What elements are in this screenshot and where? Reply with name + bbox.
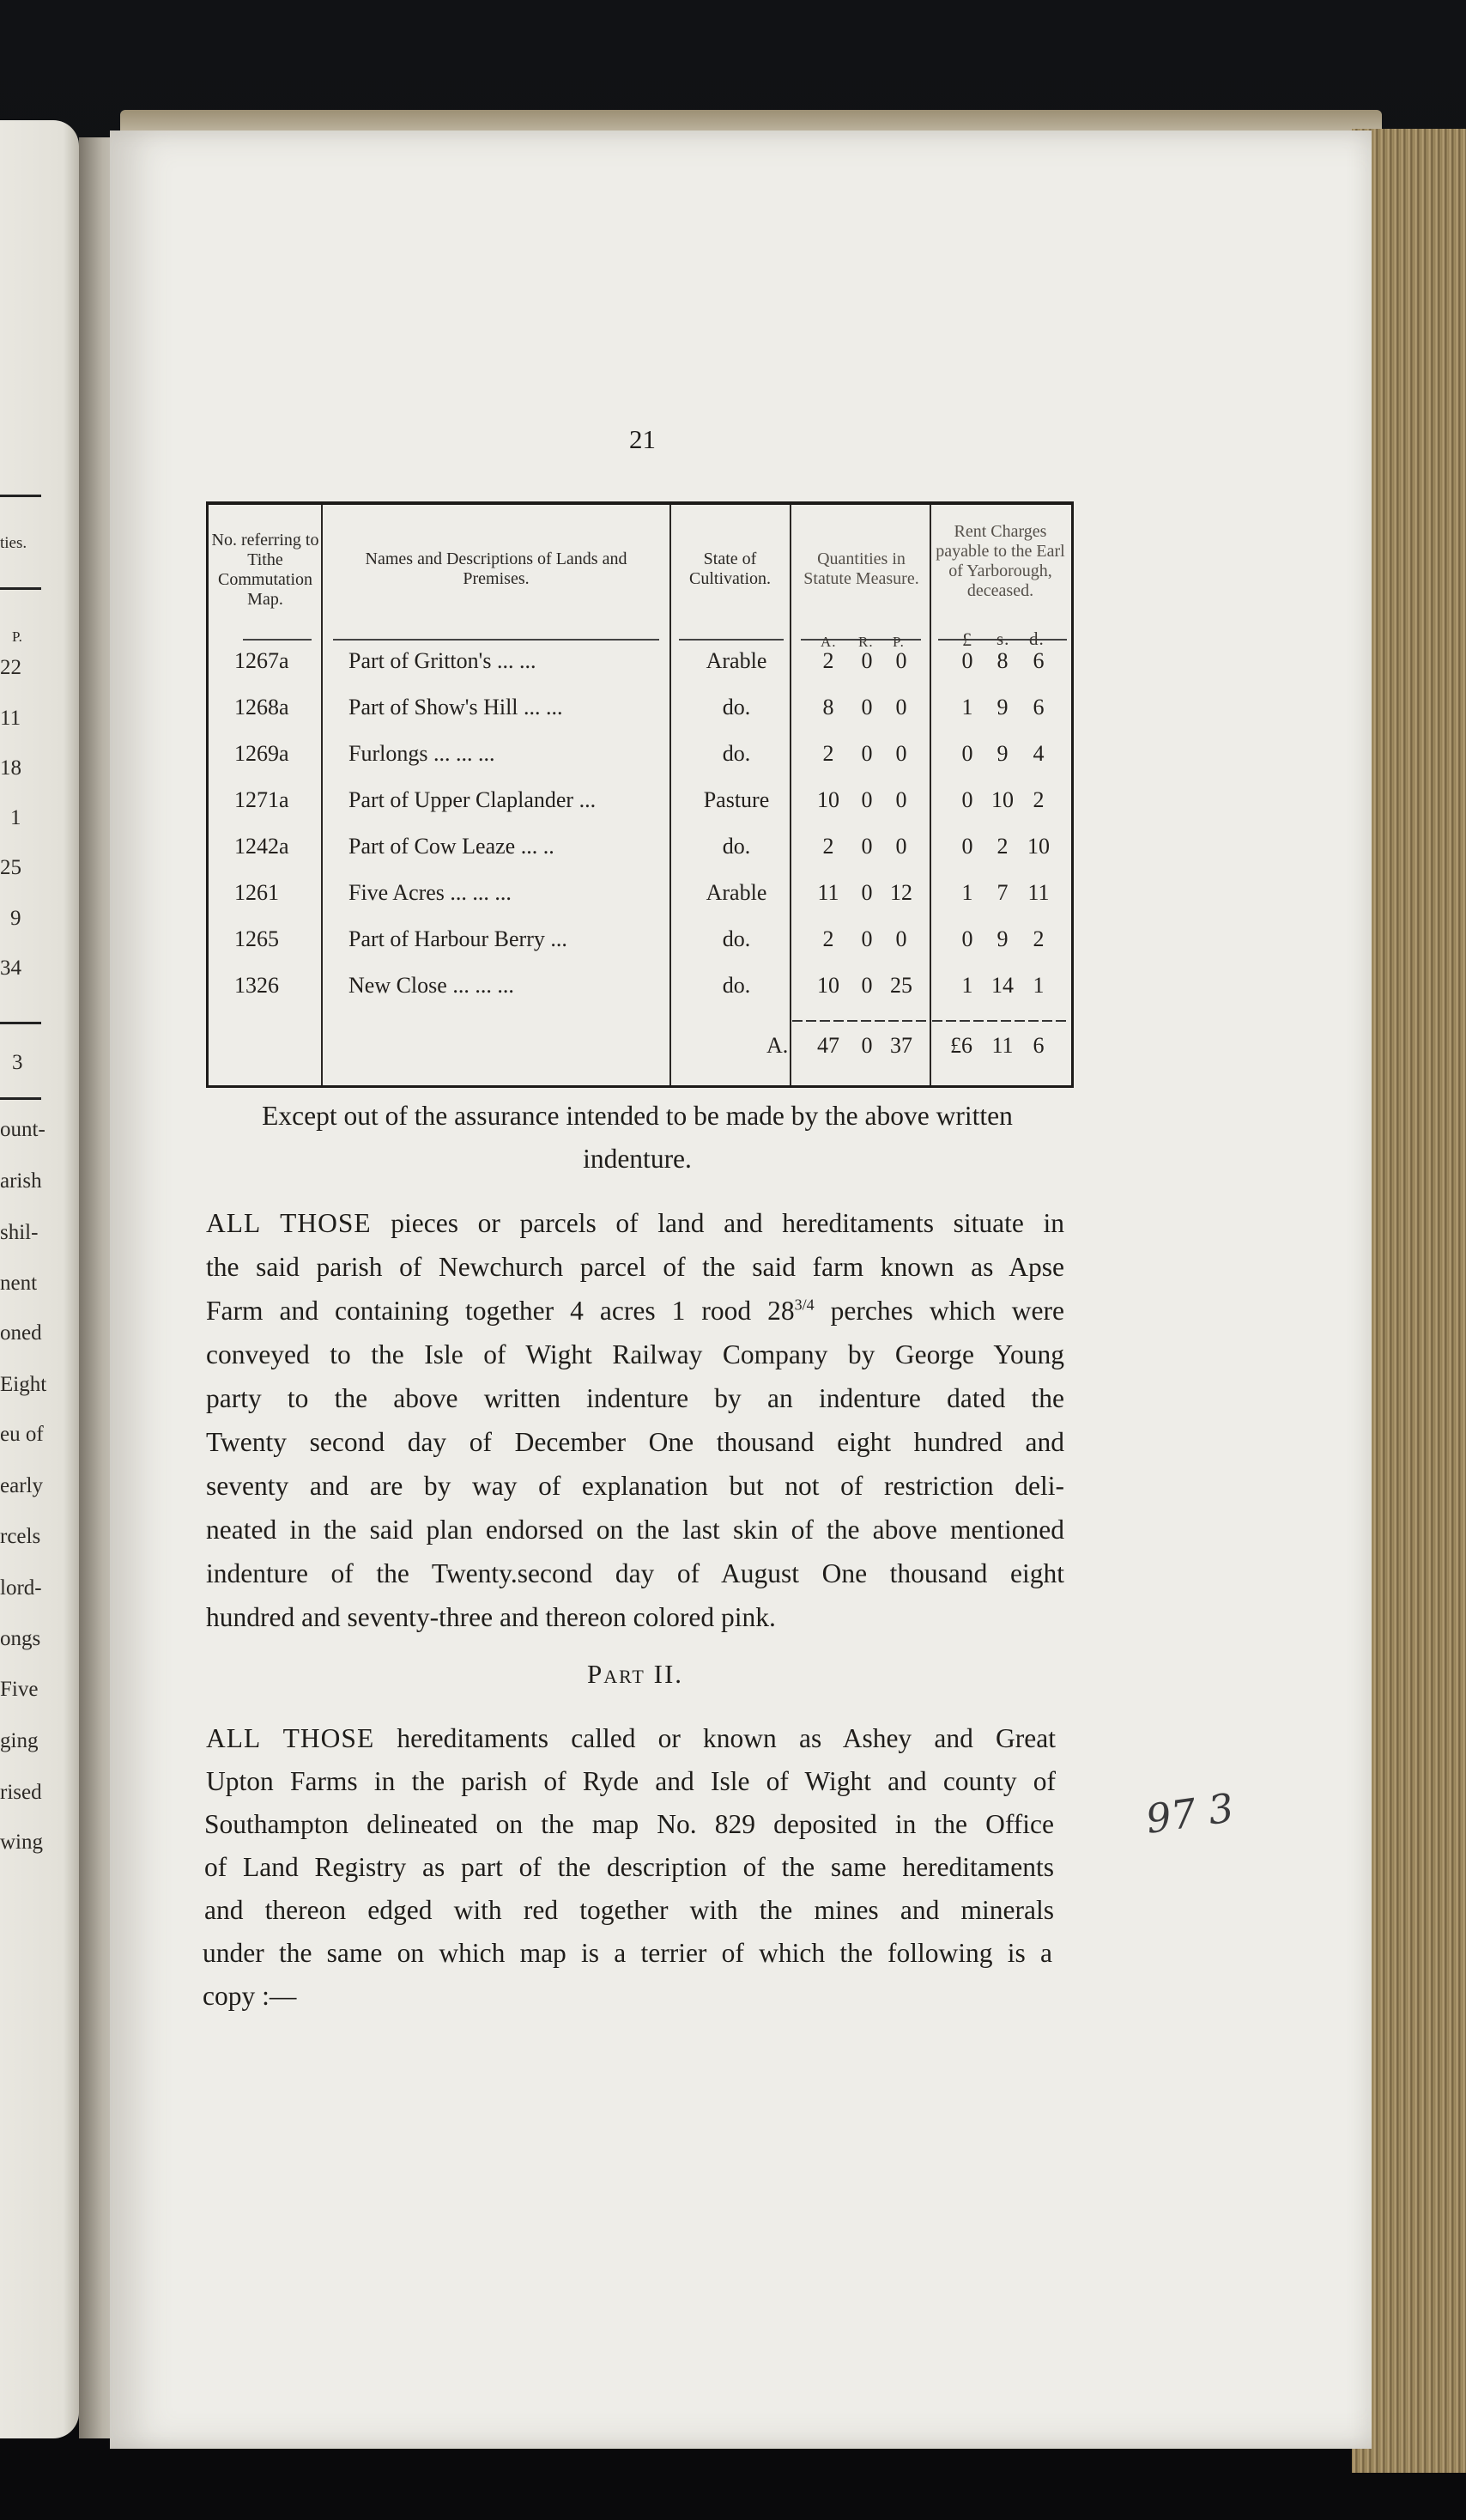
left-page-fragment: 1 — [10, 806, 21, 829]
left-page-fragment: rised — [0, 1781, 42, 1804]
header-names-descriptions: Names and Descriptions of Lands and Premises. — [365, 550, 627, 588]
lead-words: ALL THOSE — [206, 1208, 372, 1238]
cell-description: New Close ... ... ... — [348, 973, 514, 998]
cell-tithe-number: 1261 — [234, 880, 279, 905]
total-perches: 37 — [890, 1033, 912, 1058]
left-page-rule — [0, 1022, 41, 1024]
cell-shillings: 10 — [991, 787, 1014, 812]
cell-pence: 6 — [1033, 648, 1045, 673]
left-page-fragment: 9 — [10, 907, 21, 930]
left-page-fragment: 34 — [0, 956, 21, 980]
left-page-fragment: ount- — [0, 1118, 45, 1141]
left-page-fragment: arish — [0, 1169, 42, 1193]
left-page-fragment: oned — [0, 1321, 42, 1345]
line-text: Farm and containing together 4 acres 1 rood 28 — [206, 1296, 795, 1326]
cell-shillings: 9 — [997, 741, 1009, 766]
left-page-fragment: 25 — [0, 856, 21, 879]
cell-shillings: 9 — [997, 926, 1009, 951]
cell-perches: 25 — [890, 973, 912, 998]
cell-pence: 2 — [1033, 787, 1045, 812]
total-roods: 0 — [861, 1033, 873, 1058]
header-rent-charges: Rent Charges payable to the Earl of Yarborough, deceased. — [936, 522, 1065, 600]
cell-state: do. — [722, 695, 751, 720]
left-page-fragment: 18 — [0, 756, 21, 780]
cell-description: Part of Gritton's ... ... — [348, 648, 536, 673]
left-page-fragment: lord- — [0, 1576, 42, 1600]
line-text: hereditaments called or known as Ashey and Great — [374, 1723, 1056, 1753]
unit-shillings: s. — [997, 628, 1010, 649]
unit-roods: R. — [858, 634, 874, 650]
left-page-fragment: nent — [0, 1272, 38, 1295]
cell-state: do. — [722, 834, 751, 859]
header-rule — [333, 639, 659, 641]
line-text: perches which were — [814, 1296, 1065, 1326]
left-facing-page — [0, 120, 79, 2438]
cell-acres: 2 — [822, 834, 834, 859]
cell-roods: 0 — [861, 834, 873, 859]
cell-perches: 0 — [895, 741, 907, 766]
header-rule — [679, 639, 784, 641]
left-page-fragment: 22 — [0, 656, 21, 679]
total-rule — [792, 1020, 928, 1022]
left-page-fragment: 11 — [0, 707, 21, 730]
cell-acres: 2 — [822, 741, 834, 766]
table-total-row — [209, 1029, 1071, 1063]
cell-pounds: 0 — [961, 741, 973, 766]
cell-description: Part of Harbour Berry ... — [348, 926, 567, 951]
total-acres: 47 — [817, 1033, 839, 1058]
cell-acres: 10 — [817, 787, 839, 812]
cell-tithe-number: 1269a — [234, 741, 289, 766]
total-rule — [932, 1020, 1068, 1022]
cell-shillings: 2 — [997, 834, 1009, 859]
fraction: 3/4 — [794, 1296, 815, 1314]
table-row — [209, 829, 1071, 864]
cell-state: do. — [722, 926, 751, 951]
cell-roods: 0 — [861, 926, 873, 951]
table-row — [209, 690, 1071, 725]
left-page-fragment: 3 — [12, 1051, 23, 1074]
terrier-table — [206, 501, 1074, 1088]
cell-perches: 0 — [895, 695, 907, 720]
cell-tithe-number: 1326 — [234, 973, 279, 998]
unit-acres: A. — [821, 634, 837, 650]
total-shillings: 11 — [991, 1033, 1014, 1058]
left-page-rule — [0, 1097, 41, 1100]
total-label: A. — [766, 1033, 789, 1058]
cell-tithe-number: 1271a — [234, 787, 289, 812]
cell-state: do. — [722, 973, 751, 998]
paragraph-line: party to the above written indenture by an indenture dated the — [206, 1383, 1064, 1413]
total-pence: 6 — [1033, 1033, 1045, 1058]
paragraph-line — [206, 1717, 1056, 1760]
cell-pence: 11 — [1027, 880, 1050, 905]
cell-description: Furlongs ... ... ... — [348, 741, 495, 766]
table-row — [209, 644, 1071, 678]
cell-description: Part of Show's Hill ... ... — [348, 695, 563, 720]
left-page-fragment: ongs — [0, 1627, 41, 1650]
cell-perches: 12 — [890, 880, 912, 905]
paragraph-line: under the same on which map is a terrier of which the following is a — [203, 1938, 1052, 1968]
cell-acres: 11 — [817, 880, 839, 905]
paragraph-line: conveyed to the Isle of Wight Railway Company by George Young — [206, 1339, 1064, 1369]
cell-shillings: 9 — [997, 695, 1009, 720]
cell-pounds: 0 — [961, 834, 973, 859]
table-row — [209, 737, 1071, 771]
header-rule — [243, 639, 312, 641]
cell-pence: 2 — [1033, 926, 1045, 951]
left-page-fragment: P. — [12, 628, 22, 645]
total-pounds: £6 — [950, 1033, 972, 1058]
table-row — [209, 922, 1071, 956]
left-page-rule — [0, 495, 41, 497]
part-heading: Part II. — [586, 1659, 684, 1689]
cell-shillings: 7 — [997, 880, 1009, 905]
cell-shillings: 8 — [997, 648, 1009, 673]
cell-acres: 2 — [822, 926, 834, 951]
paragraph-line — [206, 1290, 1064, 1333]
left-page-fragment: Five — [0, 1678, 39, 1701]
header-state-cultivation: State of Cultivation. — [689, 550, 771, 588]
header-quantities: Quantities in Statute Measure. — [803, 550, 919, 588]
paragraph-line: Upton Farms in the parish of Ryde and Isle of Wight and county of — [206, 1766, 1056, 1796]
paragraph-line: neated in the said plan endorsed on the last skin of the above mentioned — [206, 1515, 1064, 1545]
header-tithe-number: No. referring to Tithe Commutation Map. — [211, 531, 319, 609]
cell-pence: 10 — [1027, 834, 1050, 859]
left-page-fragment: eu of — [0, 1423, 44, 1446]
lead-words: ALL THOSE — [206, 1723, 375, 1753]
cell-tithe-number: 1267a — [234, 648, 289, 673]
cell-pence: 4 — [1033, 741, 1045, 766]
unit-pence: d. — [1029, 628, 1045, 649]
cell-description: Part of Cow Leaze ... .. — [348, 834, 554, 859]
paragraph-line: and thereon edged with red together with the mines and minerals — [204, 1895, 1054, 1925]
cell-roods: 0 — [861, 741, 873, 766]
cell-pounds: 0 — [961, 926, 973, 951]
left-page-fragment: early — [0, 1474, 43, 1497]
paragraph-line: hundred and seventy-three and thereon colored pink. — [206, 1602, 776, 1632]
left-page-fragment: wing — [0, 1831, 43, 1854]
cell-state: Pasture — [703, 787, 770, 812]
line-text: pieces or parcels of land and hereditaments situate in — [371, 1208, 1065, 1238]
cell-perches: 0 — [895, 648, 907, 673]
exception-clause: Except out of the assurance intended to be made by the above written indenture. — [262, 1101, 1013, 1174]
table-row — [209, 783, 1071, 817]
paragraph-line: Twenty second day of December One thousand eight hundred and — [206, 1427, 1064, 1457]
paragraph-line: seventy and are by way of explanation but not of restriction deli- — [206, 1471, 1064, 1501]
cell-state: Arable — [706, 880, 767, 905]
cell-shillings: 14 — [991, 973, 1014, 998]
left-page-fragment: ging — [0, 1729, 39, 1752]
left-page-fragment: ties. — [0, 534, 27, 552]
cell-tithe-number: 1268a — [234, 695, 289, 720]
cell-perches: 0 — [895, 834, 907, 859]
cell-tithe-number: 1242a — [234, 834, 289, 859]
handwritten-note: 97 3 — [1142, 1784, 1237, 1843]
cell-roods: 0 — [861, 787, 873, 812]
cell-roods: 0 — [861, 880, 873, 905]
cell-perches: 0 — [895, 926, 907, 951]
cell-pence: 1 — [1033, 973, 1045, 998]
left-page-fragment: shil- — [0, 1221, 39, 1244]
paragraph-line: Southampton delineated on the map No. 829 deposited in the Office — [204, 1809, 1054, 1839]
unit-pounds: £ — [962, 628, 972, 650]
cell-tithe-number: 1265 — [234, 926, 279, 951]
cell-pounds: 0 — [961, 787, 973, 812]
unit-perches: P. — [893, 634, 905, 650]
page-number: 21 — [629, 424, 656, 454]
cell-pounds: 0 — [961, 648, 973, 673]
cell-acres: 10 — [817, 973, 839, 998]
paragraph-line: indenture of the Twenty.second day of August One thousand eight — [206, 1558, 1064, 1588]
cell-state: Arable — [706, 648, 767, 673]
cell-perches: 0 — [895, 787, 907, 812]
table-row — [209, 969, 1071, 1003]
paragraph-line: the said parish of Newchurch parcel of the said farm known as Apse — [206, 1252, 1064, 1282]
cell-roods: 0 — [861, 973, 873, 998]
table-row — [209, 876, 1071, 910]
cell-pounds: 1 — [961, 695, 973, 720]
left-page-fragment: rcels — [0, 1525, 41, 1548]
left-page-fragment: Eight — [0, 1373, 47, 1396]
cell-acres: 2 — [822, 648, 834, 673]
cell-roods: 0 — [861, 648, 873, 673]
cell-description: Five Acres ... ... ... — [348, 880, 512, 905]
paragraph-line: copy :— — [203, 1981, 297, 2011]
cell-pence: 6 — [1033, 695, 1045, 720]
cell-state: do. — [722, 741, 751, 766]
left-page-rule — [0, 587, 41, 590]
cell-acres: 8 — [822, 695, 834, 720]
cell-roods: 0 — [861, 695, 873, 720]
paragraph-line: of Land Registry as part of the description of the same hereditaments — [204, 1852, 1054, 1882]
cell-description: Part of Upper Claplander ... — [348, 787, 597, 812]
cell-pounds: 1 — [961, 880, 973, 905]
paragraph-line — [206, 1202, 1064, 1245]
cell-pounds: 1 — [961, 973, 973, 998]
